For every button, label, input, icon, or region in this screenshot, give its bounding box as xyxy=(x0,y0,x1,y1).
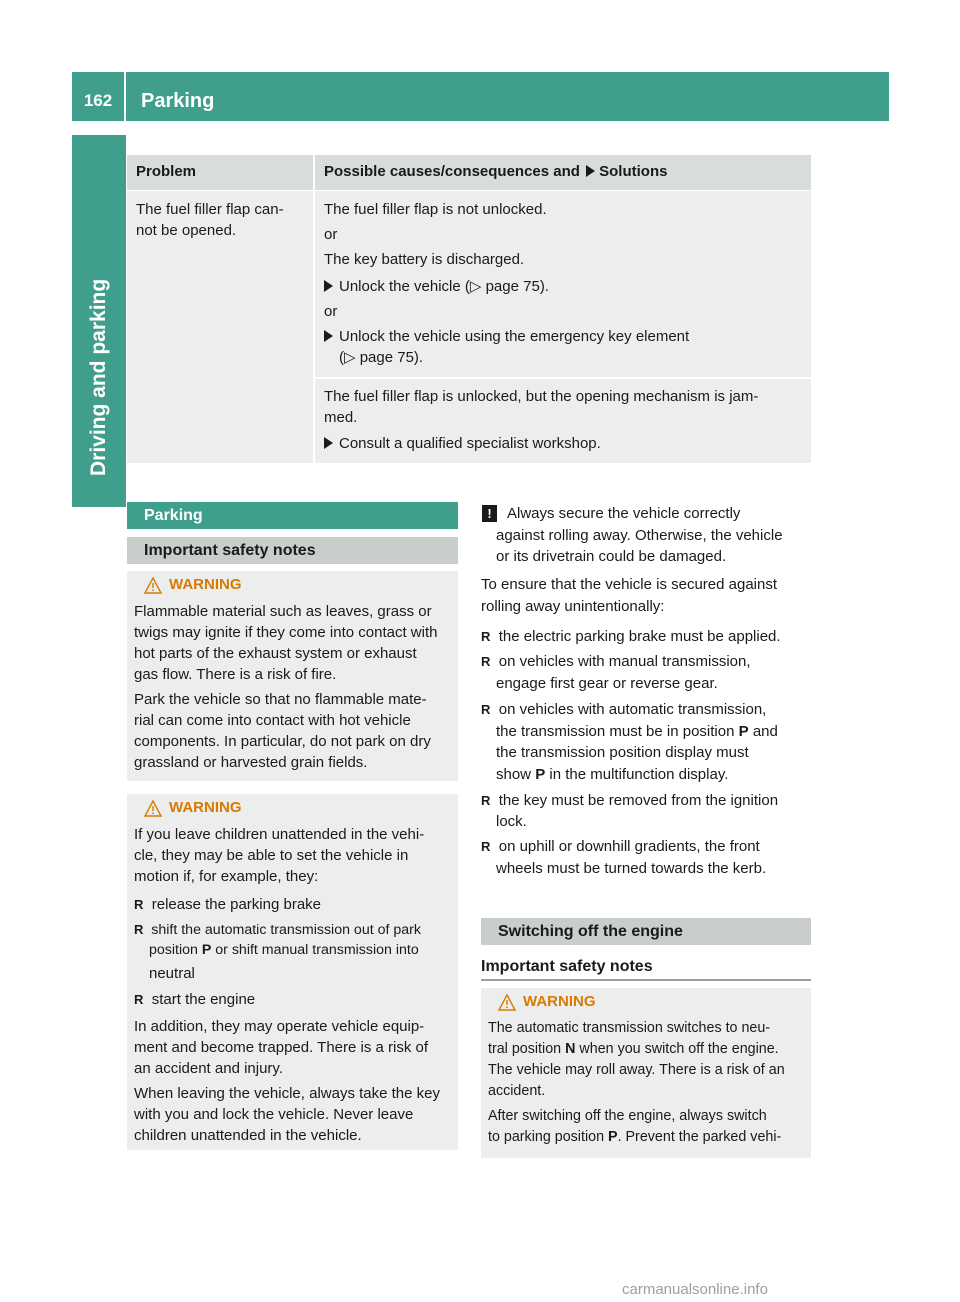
bullet-item-continued: the transmission position display must xyxy=(496,744,749,761)
solution-step: Consult a qualified specialist workshop. xyxy=(324,433,601,454)
bullet-item-continued: engage first gear or reverse gear. xyxy=(496,675,718,692)
note-text: against rolling away. Otherwise, the vehicle xyxy=(496,527,783,544)
warning-text: Flammable material such as leaves, grass or xyxy=(134,603,432,620)
warning-text: tral position N when you switch off the engine. xyxy=(488,1041,779,1057)
table-header-solutions-label: Possible causes/consequences and Solutions xyxy=(324,163,668,180)
warning-text: After switching off the engine, always switch xyxy=(488,1108,767,1124)
warning-text: motion if, for example, they: xyxy=(134,868,319,885)
bullet-item-continued: neutral xyxy=(149,965,195,982)
table-cell-solution-1 xyxy=(315,191,811,377)
warning-title: WARNING xyxy=(169,799,242,816)
divider xyxy=(481,979,811,981)
bullet-item-continued: wheels must be turned towards the kerb. xyxy=(496,860,767,877)
warning-text: gas flow. There is a risk of fire. xyxy=(134,666,337,683)
table-cell-solution-2 xyxy=(315,379,811,463)
table-header-problem-label: Problem xyxy=(136,163,197,180)
warning-text: grassland or harvested grain fields. xyxy=(134,754,368,771)
warning-text: accident. xyxy=(488,1083,546,1099)
bullet-item: R shift the automatic transmission out of park xyxy=(134,922,421,938)
subheading-switching-off xyxy=(481,918,811,945)
heading-safety-notes: Important safety notes xyxy=(481,958,653,975)
solution-step: Unlock the vehicle (▷ page 75). xyxy=(324,276,549,297)
solution-text: med. xyxy=(324,409,358,426)
warning-text: with you and lock the vehicle. Never leave xyxy=(134,1106,414,1123)
watermark: carmanualsonline.info xyxy=(622,1281,768,1298)
warning-box-engine xyxy=(481,988,811,1158)
bullet-item: R on vehicles with manual transmission, xyxy=(481,653,751,670)
warning-triangle-icon xyxy=(144,800,162,817)
arrow-icon xyxy=(324,437,333,449)
section-heading-parking xyxy=(127,502,458,529)
warning-triangle-icon xyxy=(144,577,162,594)
warning-text: ment and become trapped. There is a risk of xyxy=(134,1039,429,1056)
warning-text: The automatic transmission switches to neu- xyxy=(488,1020,771,1036)
warning-text: rial can come into contact with hot vehicle xyxy=(134,712,411,729)
warning-text: hot parts of the exhaust system or exhaust xyxy=(134,645,417,662)
bullet-item-continued: show P in the multifunction display. xyxy=(496,766,729,783)
bullet-item-continued: the transmission must be in position P and xyxy=(496,723,778,740)
solution-text: The key battery is discharged. xyxy=(324,251,525,268)
bullet-item: R start the engine xyxy=(134,991,256,1008)
problem-line: The fuel filler flap can- xyxy=(136,201,284,218)
page-number: 162 xyxy=(72,72,126,121)
solution-page-ref[interactable]: (▷ page 75). xyxy=(339,349,424,366)
caution-icon: ! xyxy=(482,505,497,522)
note-text: Always secure the vehicle correctly xyxy=(507,505,741,522)
body-text: To ensure that the vehicle is secured against xyxy=(481,576,778,593)
bullet-item: R the key must be removed from the ignition xyxy=(481,792,779,809)
warning-text: cle, they may be able to set the vehicle in xyxy=(134,847,409,864)
arrow-icon xyxy=(586,165,595,177)
table-header-solutions xyxy=(315,155,811,190)
warning-title: WARNING xyxy=(169,576,242,593)
bullet-item: R the electric parking brake must be applied. xyxy=(481,628,781,645)
arrow-icon xyxy=(324,330,333,342)
warning-title: WARNING xyxy=(523,993,596,1010)
table-cell-problem xyxy=(127,191,313,463)
warning-text: to parking position P. Prevent the parked vehi- xyxy=(488,1129,782,1145)
warning-text: The vehicle may roll away. There is a risk of an xyxy=(488,1062,785,1078)
solution-step: Unlock the vehicle using the emergency key element xyxy=(324,326,689,347)
warning-text: If you leave children unattended in the vehi- xyxy=(134,826,425,843)
note-text: or its drivetrain could be damaged. xyxy=(496,548,727,565)
solution-text: The fuel filler flap is not unlocked. xyxy=(324,201,547,218)
warning-text: When leaving the vehicle, always take the key xyxy=(134,1085,440,1102)
page-title: Parking xyxy=(141,90,215,112)
bullet-item: R on vehicles with automatic transmission, xyxy=(481,701,767,718)
subheading-switching-off-label: Switching off the engine xyxy=(498,923,683,940)
warning-text: In addition, they may operate vehicle equip- xyxy=(134,1018,425,1035)
bullet-item: R release the parking brake xyxy=(134,896,322,913)
warning-text: twigs may ignite if they come into contact with xyxy=(134,624,438,641)
bullet-item-continued: lock. xyxy=(496,813,527,830)
warning-box-children xyxy=(127,794,458,1150)
side-tab-lower xyxy=(72,486,126,507)
bullet-item-continued: position P or shift manual transmission into xyxy=(149,942,419,958)
side-tab-label: Driving and parking xyxy=(87,278,110,476)
problem-line: not be opened. xyxy=(136,222,237,239)
section-heading-parking-label: Parking xyxy=(144,507,203,524)
warning-text: components. In particular, do not park on dry xyxy=(134,733,431,750)
subheading-safety-notes-label: Important safety notes xyxy=(144,542,316,559)
body-text: rolling away unintentionally: xyxy=(481,598,665,615)
bullet-item: R on uphill or downhill gradients, the front xyxy=(481,838,760,855)
solution-text: The fuel filler flap is unlocked, but the opening mechanism is jam- xyxy=(324,388,759,405)
table-header-problem xyxy=(127,155,313,190)
subheading-safety-notes xyxy=(127,537,458,564)
solution-text: or xyxy=(324,303,338,320)
warning-text: Park the vehicle so that no flammable mate- xyxy=(134,691,427,708)
warning-text: children unattended in the vehicle. xyxy=(134,1127,362,1144)
warning-text: an accident and injury. xyxy=(134,1060,283,1077)
warning-triangle-icon xyxy=(498,994,516,1011)
solution-text: or xyxy=(324,226,338,243)
arrow-icon xyxy=(324,280,333,292)
warning-box-fire xyxy=(127,571,458,781)
